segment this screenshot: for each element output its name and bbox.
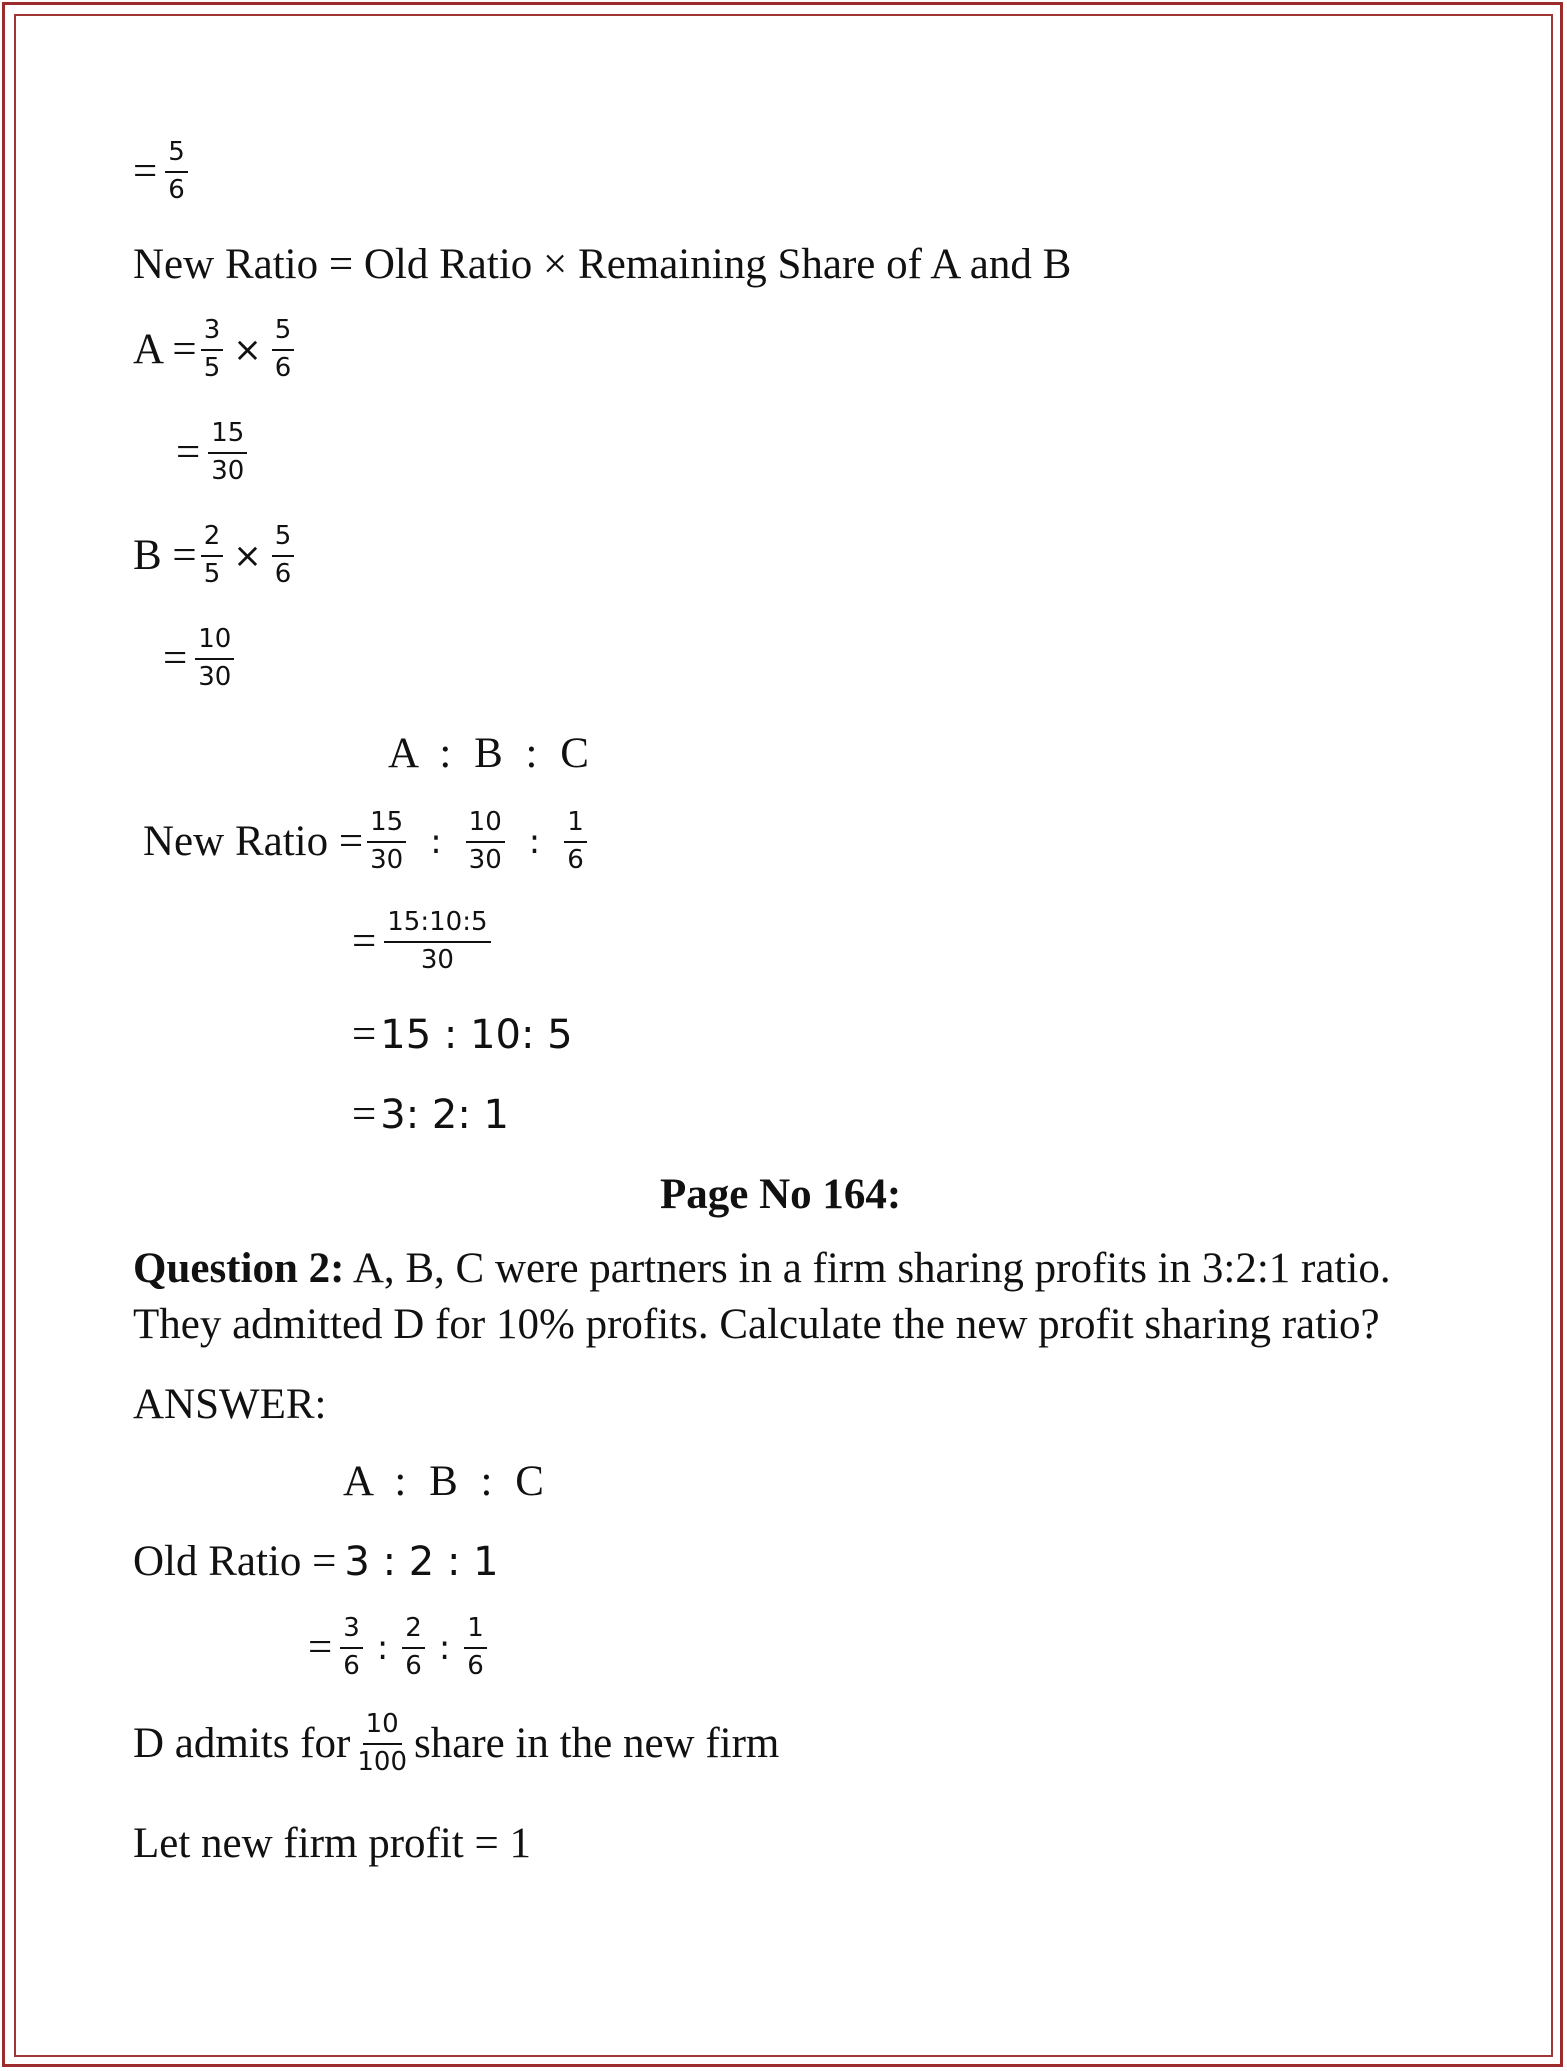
line-new-firm-profit: Let new firm profit = 1 bbox=[133, 1820, 532, 1867]
line-simplified-ratio: = 15 : 10: 5 bbox=[352, 1011, 573, 1058]
line-old-ratio: Old Ratio = 3 : 2 : 1 bbox=[133, 1538, 499, 1585]
partner-b-label: B = bbox=[133, 532, 197, 580]
answer-label: ANSWER: bbox=[133, 1381, 327, 1428]
line-b-result: = $\frac{10}{30}$ bbox=[163, 625, 238, 693]
times-sign: × bbox=[233, 535, 262, 576]
page-heading: Page No 164: bbox=[660, 1171, 902, 1218]
fraction: $\frac{5}{6}$ bbox=[165, 138, 188, 206]
line-d-admission: D admits for $\frac{10}{100}$ share in the new firm bbox=[133, 1709, 780, 1777]
line-new-ratio: New Ratio = $\frac{15}{30}$ : $\frac{10}{30}$ : $\frac{1}{6}$ bbox=[143, 808, 591, 876]
question-text: A, B, C were partners in a firm sharing profits in 3:2:1 ratio. They admitted D for 10% profits. Calculate the new profit sharing ratio? bbox=[133, 1245, 1391, 1348]
ratio-header-abc: A : B : C bbox=[388, 730, 595, 777]
line-a-calc: A = $\frac{3}{5}$ × $\frac{5}{6}$ bbox=[133, 316, 298, 384]
line-old-ratio-fractions: = $\frac{3}{6}$ : $\frac{2}{6}$ : $\frac{1}{6}$ bbox=[308, 1614, 491, 1682]
line-five-sixths bbox=[133, 138, 192, 206]
line-final-ratio: = 3: 2: 1 bbox=[352, 1091, 509, 1138]
question-label: Question 2: bbox=[133, 1245, 345, 1292]
equals-sign: = bbox=[133, 148, 158, 196]
line-a-result: = $\frac{15}{30}$ bbox=[176, 419, 251, 487]
formula-line: New Ratio = Old Ratio × Remaining Share of A and B bbox=[133, 241, 1072, 288]
times-sign: × bbox=[233, 329, 262, 370]
question-paragraph bbox=[133, 1241, 1473, 1353]
partner-a-label: A = bbox=[133, 326, 197, 374]
line-combined-fraction: = $\frac{15:10:5}{30}$ bbox=[352, 908, 495, 976]
line-b-calc: B = $\frac{2}{5}$ × $\frac{5}{6}$ bbox=[133, 522, 298, 590]
ratio-header-abc-2: A : B : C bbox=[343, 1458, 550, 1505]
